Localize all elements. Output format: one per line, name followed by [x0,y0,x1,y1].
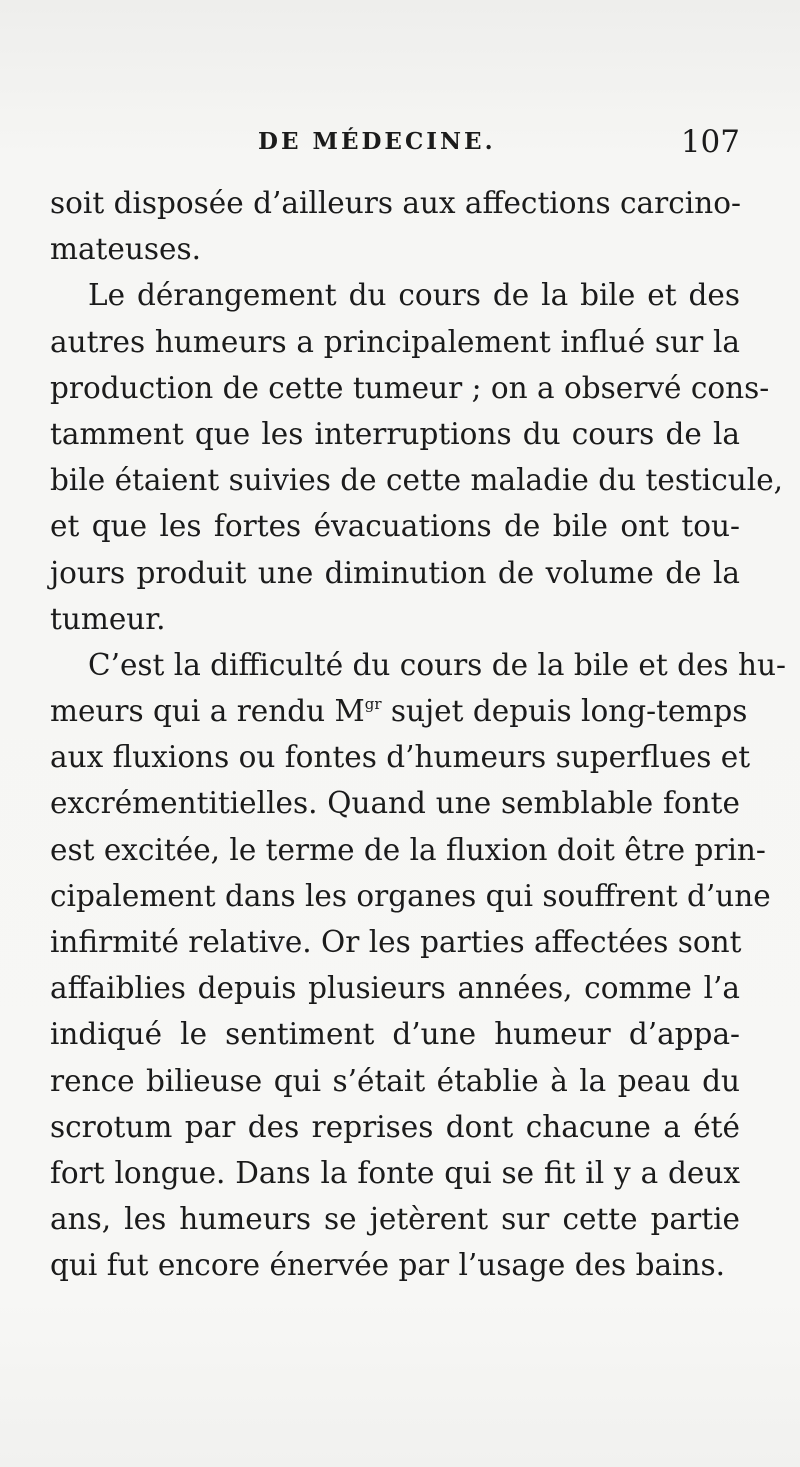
text-line: excrémentitielles. Quand une semblable fonte [50,786,740,821]
text-line: tumeur. [50,601,166,636]
page-number: 107 [680,124,740,160]
running-head: DE MÉDECINE. [258,128,496,155]
body-text [50,180,786,1289]
text-line: scrotum par des reprises dont chacune a été [50,1109,740,1144]
text-line: bile étaient suivies de cette maladie du testicule, [50,463,784,498]
text-line-end: sujet depuis long-temps [381,694,748,729]
text-line: mateuses. [50,232,201,267]
text-line: C’est la difficulté du cours de la bile et des hu- [88,647,786,682]
text-line: fort longue. Dans la fonte qui se fit il y a deux [50,1155,740,1190]
text-line: soit disposée d’ailleurs aux affections carcino- [50,186,741,220]
text-line: aux fluxions ou fontes d’humeurs superflues et [50,740,751,775]
superscript-abbrev: gr [364,695,382,714]
text-line: jours produit une diminution de volume de la [50,555,740,590]
text-line: affaiblies depuis plusieurs années, comme l’a [50,971,740,1006]
text-line: ans, les humeurs se jetèrent sur cette partie [50,1202,740,1237]
text-line: infirmité relative. Or les parties affectées sont [50,925,742,959]
text-line: tamment que les interruptions du cours de la [50,416,740,451]
text-line: cipalement dans les organes qui souffrent d’une [50,878,771,913]
text-line: production de cette tumeur ; on a observé cons- [50,370,770,405]
text-line: et que les fortes évacuations de bile ont tou- [50,509,740,544]
text-line: rence bilieuse qui s’était établie à la peau du [50,1063,740,1098]
text-line: autres humeurs a principalement influé sur la [50,324,740,359]
text-line-start: meurs qui a rendu M [50,694,365,729]
text-line: Le dérangement du cours de la bile et des [88,278,740,313]
text-line: indiqué le sentiment d’une humeur d’appa- [50,1017,740,1052]
text-line-with-superscript [50,688,748,734]
page-header [50,124,740,168]
text-line: est excitée, le terme de la fluxion doit être prin- [50,832,766,867]
text-line: qui fut encore énervée par l’usage des bains. [50,1248,725,1283]
